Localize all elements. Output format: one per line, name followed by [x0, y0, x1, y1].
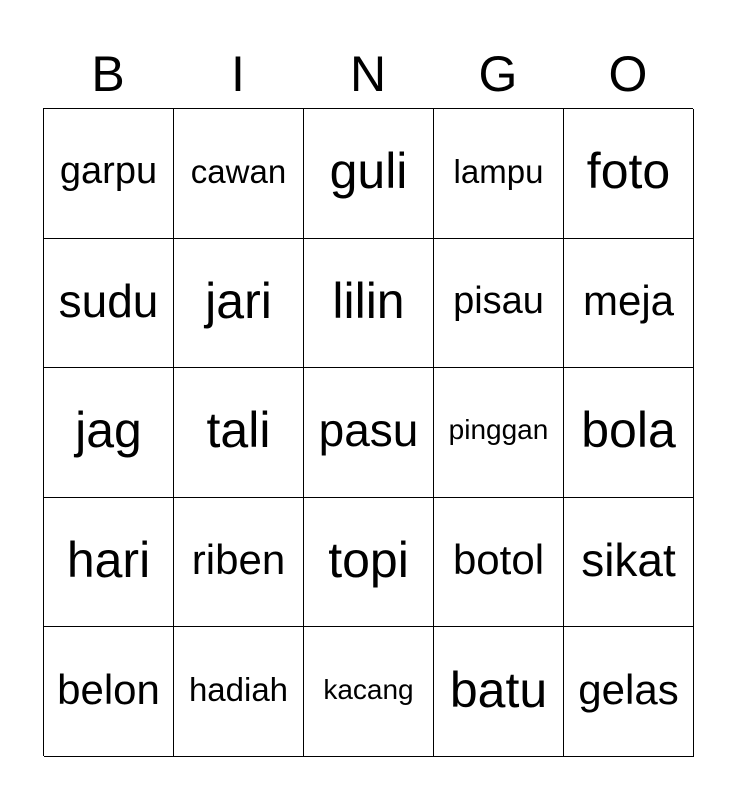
bingo-cell[interactable]: lilin	[304, 239, 434, 369]
header-letter-o: O	[608, 46, 648, 102]
header-letter-b: B	[91, 46, 125, 102]
bingo-cell[interactable]: pisau	[434, 239, 564, 369]
bingo-header	[43, 40, 693, 108]
bingo-cell[interactable]: guli	[304, 109, 434, 239]
bingo-cell[interactable]: belon	[44, 627, 174, 757]
bingo-cell[interactable]: batu	[434, 627, 564, 757]
bingo-cell[interactable]: jari	[174, 239, 304, 369]
header-letter-g: G	[478, 46, 518, 102]
bingo-cell[interactable]: kacang	[304, 627, 434, 757]
bingo-board	[43, 108, 693, 756]
bingo-cell[interactable]: garpu	[44, 109, 174, 239]
header-letter-n: N	[349, 46, 387, 102]
bingo-cell[interactable]: topi	[304, 498, 434, 628]
bingo-cell[interactable]: gelas	[564, 627, 694, 757]
bingo-cell[interactable]: hari	[44, 498, 174, 628]
bingo-cell[interactable]: meja	[564, 239, 694, 369]
bingo-cell[interactable]: lampu	[434, 109, 564, 239]
bingo-cell[interactable]: hadiah	[174, 627, 304, 757]
bingo-cell[interactable]: riben	[174, 498, 304, 628]
bingo-cell[interactable]: tali	[174, 368, 304, 498]
bingo-cell[interactable]: botol	[434, 498, 564, 628]
header-letter-i: I	[231, 46, 245, 102]
bingo-cell[interactable]: pasu	[304, 368, 434, 498]
bingo-cell[interactable]: foto	[564, 109, 694, 239]
bingo-cell[interactable]: sikat	[564, 498, 694, 628]
bingo-cell[interactable]: pinggan	[434, 368, 564, 498]
bingo-cell[interactable]: sudu	[44, 239, 174, 369]
bingo-cell[interactable]: jag	[44, 368, 174, 498]
bingo-cell[interactable]: cawan	[174, 109, 304, 239]
bingo-cell[interactable]: bola	[564, 368, 694, 498]
